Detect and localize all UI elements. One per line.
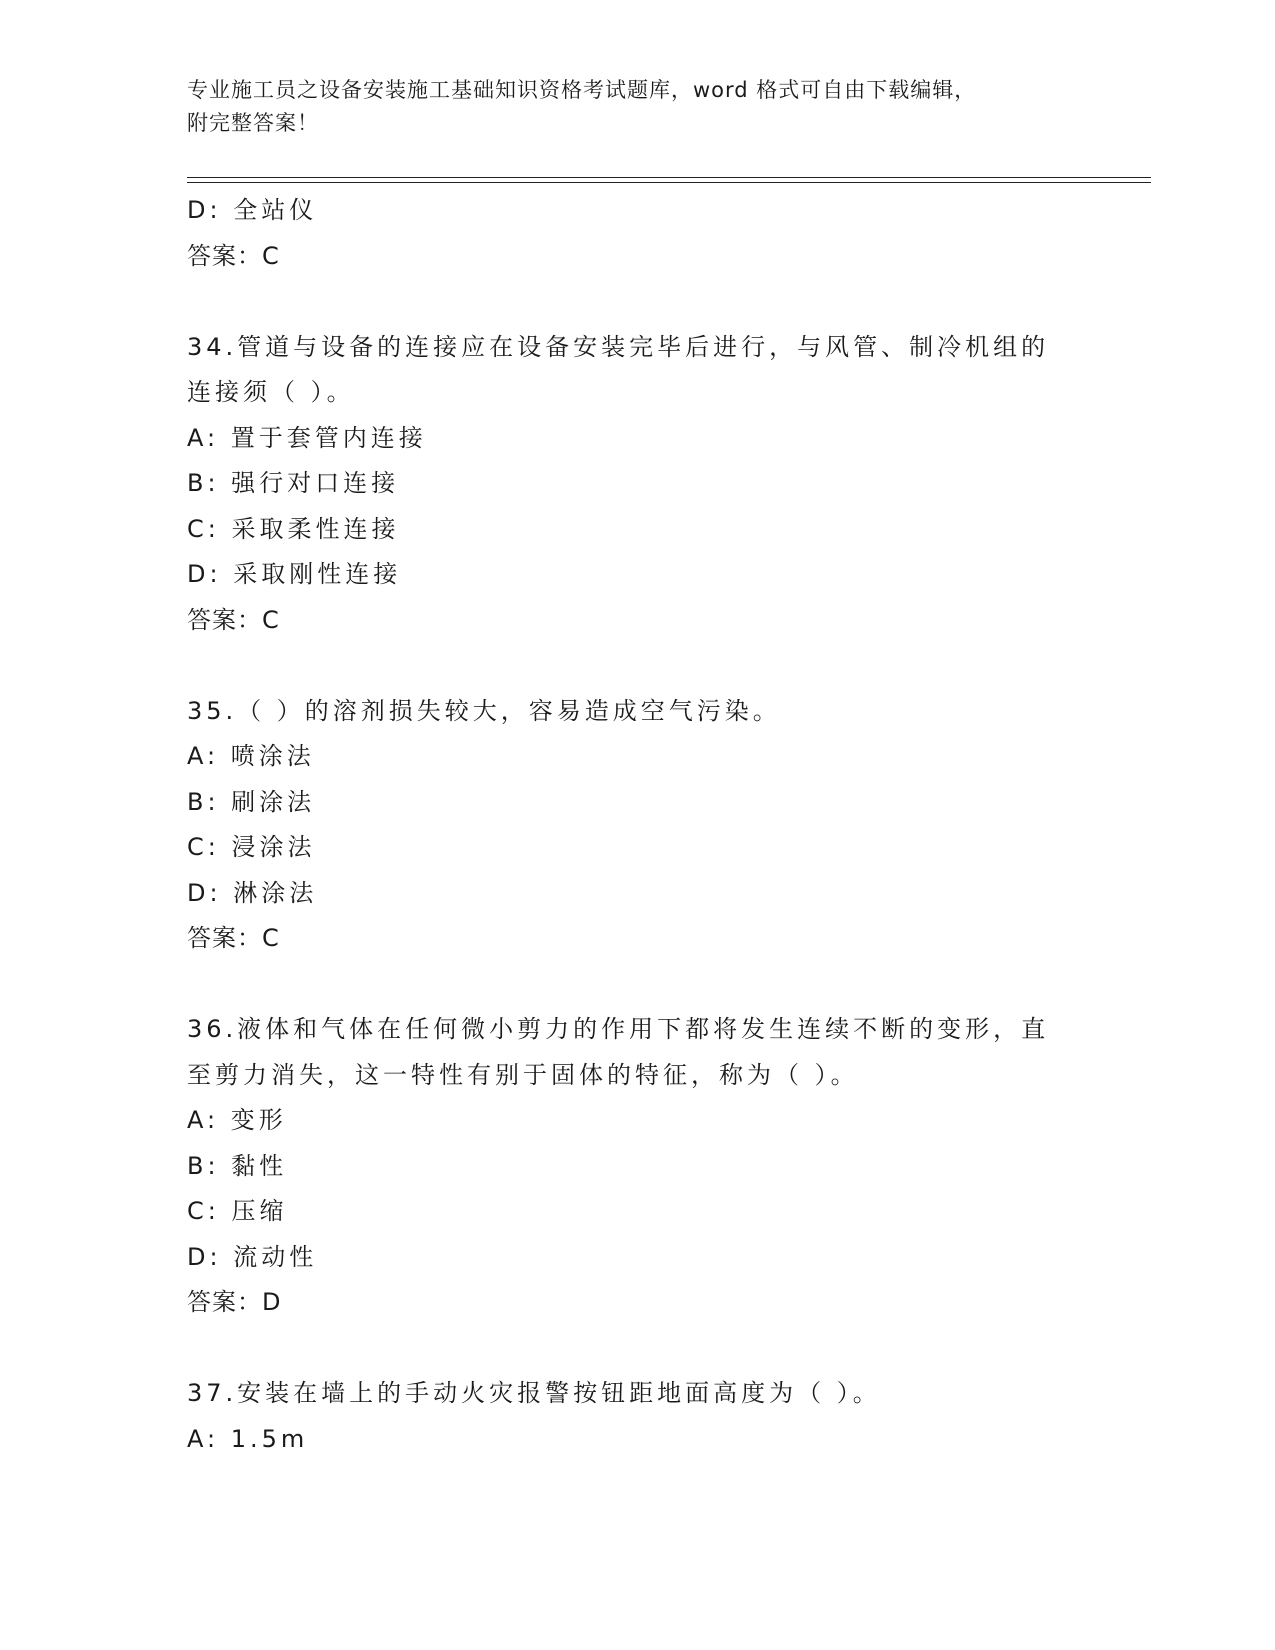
answer: 答案：C xyxy=(187,924,280,952)
header-line-2: 附完整答案！ xyxy=(187,111,319,135)
header-divider-bottom xyxy=(187,182,1151,183)
answer: 答案：C xyxy=(187,241,280,270)
option-d: D: 采取刚性连接 xyxy=(187,560,402,588)
header-line-1: 专业施工员之设备安装施工基础知识资格考试题库，word 格式可自由下载编辑， xyxy=(187,78,977,102)
option-a: A: 置于套管内连接 xyxy=(187,423,427,452)
question-stem-line: 35.（ ）的溶剂损失较大，容易造成空气污染。 xyxy=(187,696,781,725)
option-c: C: 压缩 xyxy=(187,1197,288,1225)
option-c: C: 采取柔性连接 xyxy=(187,514,400,543)
option-d: D: 淋涂法 xyxy=(187,878,318,907)
answer: 答案：C xyxy=(187,605,280,634)
option-a: A: 变形 xyxy=(187,1106,287,1134)
question-36 xyxy=(187,1007,1107,1326)
option-b: B: 黏性 xyxy=(187,1151,288,1180)
option-d: D: 流动性 xyxy=(187,1242,318,1271)
question-stem-line: 连接须（ ）。 xyxy=(187,378,355,406)
question-stem-line: 至剪力消失，这一特性有别于固体的特征，称为（ ）。 xyxy=(187,1060,859,1089)
spacer xyxy=(187,962,1107,1008)
option-c: C: 浸涂法 xyxy=(187,833,316,861)
question-list xyxy=(187,188,1107,1462)
spacer xyxy=(187,643,1107,689)
option-a: A: 喷涂法 xyxy=(187,742,315,770)
option-d: D: 全站仪 xyxy=(187,196,318,224)
option-b: B: 刷涂法 xyxy=(187,787,316,816)
spacer xyxy=(187,1326,1107,1372)
question-34 xyxy=(187,325,1107,644)
question-stem-line: 34.管道与设备的连接应在设备安装完毕后进行，与风管、制冷机组的 xyxy=(187,332,1050,361)
option-a: A: 1.5m xyxy=(187,1424,309,1453)
question-37 xyxy=(187,1371,1107,1462)
answer: 答案：D xyxy=(187,1288,282,1316)
document-header xyxy=(187,74,1087,140)
question-33-continued xyxy=(187,188,1107,279)
question-stem-line: 37.安装在墙上的手动火灾报警按钮距地面高度为（ ）。 xyxy=(187,1379,881,1407)
question-35 xyxy=(187,689,1107,962)
spacer xyxy=(187,279,1107,325)
question-stem-line: 36.液体和气体在任何微小剪力的作用下都将发生连续不断的变形，直 xyxy=(187,1015,1050,1043)
header-divider-top xyxy=(187,177,1151,178)
option-b: B: 强行对口连接 xyxy=(187,469,400,497)
